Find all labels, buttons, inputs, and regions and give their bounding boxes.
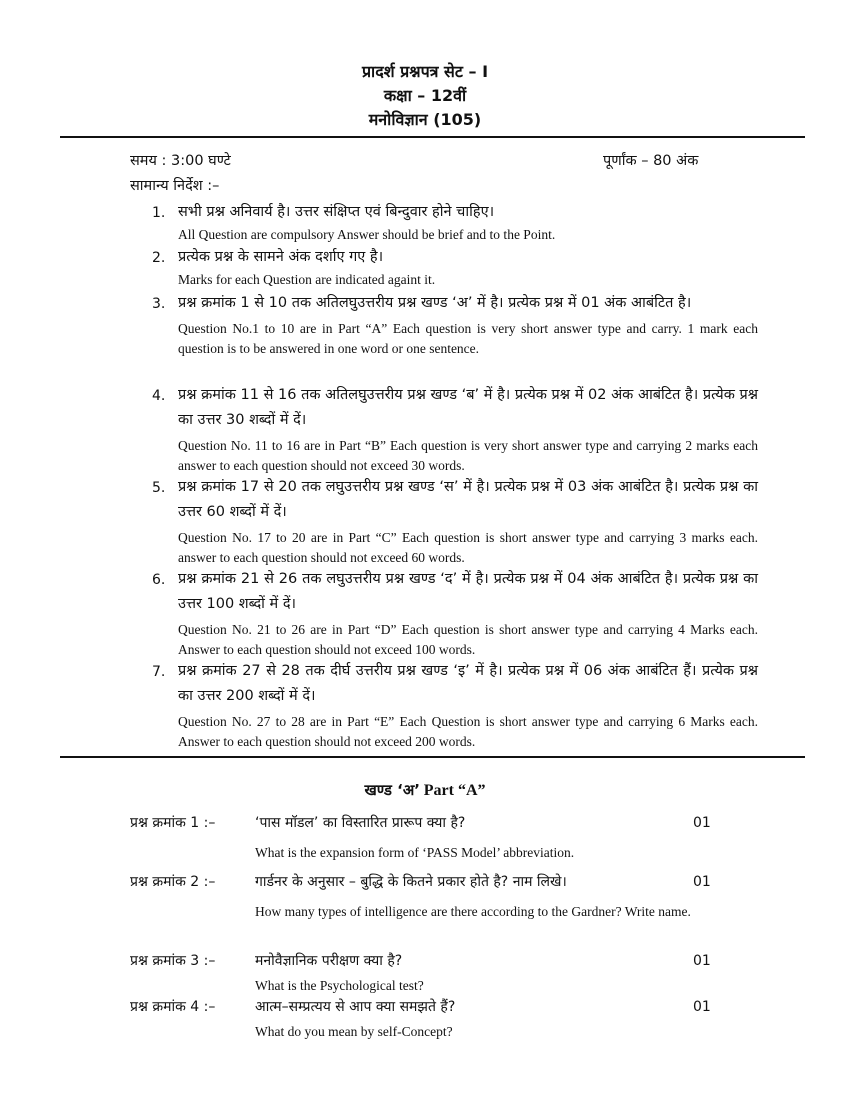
question-english: What is the Psychological test? (255, 978, 424, 993)
question-marks: 01 (693, 953, 711, 969)
instruction-english: Question No. 27 to 28 are in Part “E” Each Question is short answer type and carrying 6 Marks each. Answer to each question should not exceed 200 words. (178, 714, 758, 749)
question-marks: 01 (693, 999, 711, 1015)
instruction-number: 4. (152, 388, 166, 404)
question-english: What is the expansion form of ‘PASS Model’ abbreviation. (255, 845, 575, 860)
question-marks: 01 (693, 874, 711, 890)
instruction-english: Question No.1 to 10 are in Part “A” Each question is very short answer type and carry. 1 mark each question is to be answered in one word or one sentence. (178, 321, 758, 356)
instruction-item (178, 567, 758, 660)
instruction-item (178, 291, 758, 359)
part-a-heading-english: Part “A” (423, 782, 486, 799)
instruction-english: Question No. 21 to 26 are in Part “D” Each question is short answer type and carrying 4 Marks each. Answer to each question should not exceed 100 words. (178, 622, 758, 657)
instruction-english: Question No. 11 to 16 are in Part “B” Each question is very short answer type and carrying 2 marks each answer to each question should not exceed 30 words. (178, 438, 758, 473)
instruction-number: 1. (152, 205, 166, 221)
instruction-english: Marks for each Question are indicated againt it. (178, 272, 436, 287)
question-english: How many types of intelligence are there according to the Gardner? Write name. (255, 904, 691, 919)
instruction-hindi: प्रश्न क्रमांक 17 से 20 तक लघुउत्तरीय प्रश्न खण्ड ‘स’ में है। प्रत्येक प्रश्न में 03 अंक आबंटित है। प्रत्येक प्रश्न का उत्तर 60 शब्दों में दें। (178, 479, 758, 520)
instruction-item (178, 383, 758, 476)
instruction-hindi: प्रश्न क्रमांक 27 से 28 तक दीर्घ उत्तरीय प्रश्न खण्ड ‘इ’ में है। प्रत्येक प्रश्न में 06 अंक आबंटित हैं। प्रत्येक प्रश्न का उत्तर 200 शब्दों में दें। (178, 663, 758, 704)
question-label: प्रश्न क्रमांक 4 :– (130, 999, 216, 1015)
instruction-number: 2. (152, 250, 166, 266)
instruction-english: Question No. 17 to 20 are in Part “C” Each question is short answer type and carrying 3 marks each. answer to each question should not exceed 60 words. (178, 530, 758, 565)
question-hindi: ‘पास मॉडल’ का विस्तारित प्रारूप क्या है? (255, 815, 466, 831)
instruction-hindi: सभी प्रश्न अनिवार्य है। उत्तर संक्षिप्त एवं बिन्दुवार होने चाहिए। (178, 204, 495, 220)
instruction-number: 6. (152, 572, 166, 588)
instruction-hindi: प्रश्न क्रमांक 21 से 26 तक लघुउत्तरीय प्रश्न खण्ड ‘द’ में है। प्रत्येक प्रश्न में 04 अंक आबंटित है। प्रत्येक प्रश्न का उत्तर 100 शब्दों में दें। (178, 571, 758, 612)
part-a-heading (0, 780, 850, 800)
general-instructions-heading: सामान्य निर्देश :– (130, 178, 220, 194)
part-a-heading-hindi: खण्ड ‘अ’ (364, 781, 420, 799)
instruction-number: 7. (152, 664, 166, 680)
class-label: कक्षा – 12वीं (383, 86, 467, 105)
instruction-number: 3. (152, 296, 166, 312)
question-hindi: मनोवैज्ञानिक परीक्षण क्या है? (255, 953, 403, 969)
paper-title: प्रादर्श प्रश्नपत्र सेट – I (361, 62, 489, 81)
instruction-hindi: प्रश्न क्रमांक 1 से 10 तक अतिलघुउत्तरीय प्रश्न खण्ड ‘अ’ में है। प्रत्येक प्रश्न में 01 अंक आबंटित है। (178, 295, 692, 311)
question-label: प्रश्न क्रमांक 1 :– (130, 815, 216, 831)
question-marks: 01 (693, 815, 711, 831)
instruction-item (178, 475, 758, 568)
instruction-english: All Question are compulsory Answer should be brief and to the Point. (178, 227, 556, 242)
question-hindi: गार्डनर के अनुसार – बुद्धि के कितने प्रकार होते है? नाम लिखे। (255, 874, 567, 890)
instruction-item (178, 245, 758, 290)
question-label: प्रश्न क्रमांक 2 :– (130, 874, 216, 890)
instruction-number: 5. (152, 480, 166, 496)
question-label: प्रश्न क्रमांक 3 :– (130, 953, 216, 969)
question-hindi: आत्म–सम्प्रत्यय से आप क्या समझते हैं? (255, 999, 456, 1015)
header-divider (60, 136, 805, 138)
time-label: समय : 3:00 घण्टे (130, 153, 231, 169)
total-marks-label: पूर्णांक – 80 अंक (603, 153, 699, 169)
instruction-hindi: प्रत्येक प्रश्न के सामने अंक दर्शाए गए है। (178, 249, 384, 265)
subject-label: मनोविज्ञान (105) (368, 110, 482, 129)
instruction-hindi: प्रश्न क्रमांक 11 से 16 तक अतिलघुउत्तरीय प्रश्न खण्ड ‘ब’ में है। प्रत्येक प्रश्न में 02 अंक आबंटित है। प्रत्येक प्रश्न का उत्तर 30 शब्दों में दें। (178, 387, 758, 428)
instruction-item (178, 200, 758, 245)
section-divider (60, 756, 805, 758)
question-english: What do you mean by self-Concept? (255, 1024, 453, 1039)
instruction-item (178, 659, 758, 752)
